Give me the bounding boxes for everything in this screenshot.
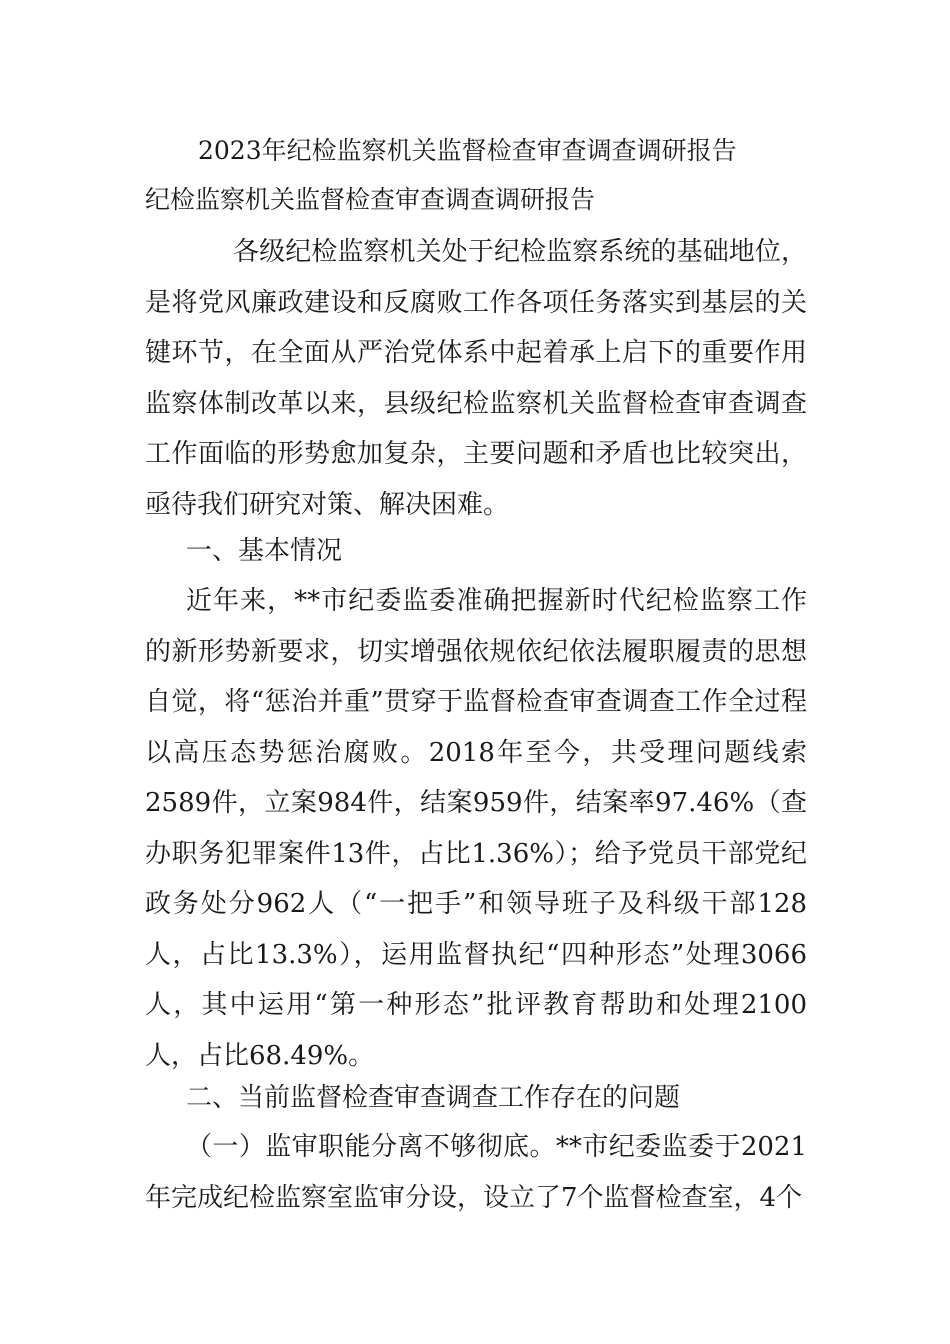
document-title: 2023年纪检监察机关监督检查审查调查调研报告 [198, 136, 737, 165]
section-two-heading: 二、当前监督检查审查调查工作存在的问题 [186, 1083, 681, 1113]
section-one-heading: 一、基本情况 [186, 536, 343, 566]
section-two-paragraph: （一）监审职能分离不够彻底。**市纪委监委于2021年完成纪检监察室监审分设，设立了7个监督检查室，4个 [145, 1132, 807, 1213]
document-subtitle: 纪检监察机关监督检查审查调查调研报告 [145, 185, 596, 214]
section-one-paragraph: 近年来，**市纪委监委准确把握新时代纪检监察工作的新形势新要求，切实增强依规依纪依法履职履责的思想自觉，将“惩治并重”贯穿于监督检查审查调查工作全过程以高压态势惩治腐败。2018年至今，共受理问题线索2589件，立案984件，结案959件，结案率97.46%（查办职务犯罪案件13件，占比1.36%）；给予党员干部党纪政务处分962人（“一把手”和领导班子及科级干部128人，占比13.3%），运用监督执纪“四种形态”处理3066人，其中运用“第一种形态”批评教育帮助和处理2100人，占比68.49%。 [145, 586, 807, 1071]
intro-paragraph: 各级纪检监察机关处于纪检监察系统的基础地位，是将党风廉政建设和反腐败工作各项任务落实到基层的关键环节，在全面从严治党体系中起着承上启下的重要作用监察体制改革以来，县级纪检监察机关监督检查审查调查工作面临的形势愈加复杂，主要问题和矛盾也比较突出，亟待我们研究对策、解决困难。 [145, 237, 807, 520]
